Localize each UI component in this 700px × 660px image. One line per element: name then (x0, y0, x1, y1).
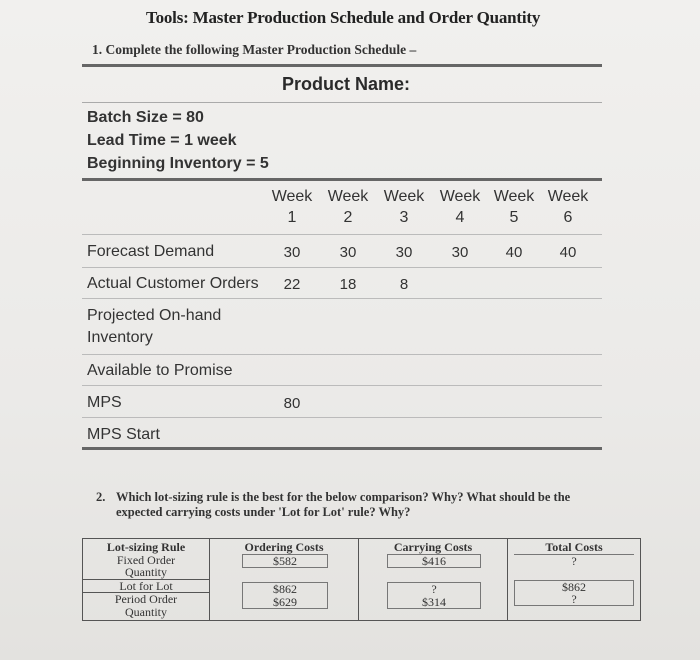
week-header: Week 1 (271, 188, 313, 226)
row-label-mps-start: MPS Start (87, 426, 160, 443)
ordering-lfl: $862 (242, 582, 328, 596)
question-2-text: Which lot-sizing rule is the best for the below comparison? Why? What should be the expected carrying costs under 'Lot for Lot' rule? Why? (116, 490, 571, 519)
ordering-column (210, 539, 359, 621)
rule (82, 102, 602, 103)
rule (82, 267, 602, 268)
rule (82, 234, 602, 235)
rule (82, 417, 602, 418)
forecast-cell: 40 (505, 244, 523, 261)
row-label-atp: Available to Promise (87, 362, 233, 379)
beginning-inventory: Beginning Inventory = 5 (87, 155, 269, 172)
rule (82, 385, 602, 386)
forecast-cell: 40 (559, 244, 577, 261)
batch-size: Batch Size = 80 (87, 109, 204, 126)
carrying-lfl: ? (387, 582, 481, 596)
week-header: Week 6 (547, 188, 589, 226)
mps-cell: 80 (283, 395, 301, 412)
total-lfl: $862 (514, 580, 634, 594)
rule-fixed-line1: Fixed Order (116, 552, 176, 567)
total-fixed: ? (571, 553, 577, 568)
page-title: Tools: Master Production Schedule and Order Quantity (146, 8, 541, 27)
actual-cell: 22 (283, 276, 301, 293)
rule-poq-line2: Quantity (125, 604, 167, 619)
rule (82, 298, 602, 299)
question-1-number: 1. (92, 42, 103, 57)
bottom-rule (82, 447, 602, 450)
product-name-label: Product Name: (282, 74, 411, 94)
carrying-poq: $314 (387, 596, 481, 609)
header-total: Total Costs (514, 539, 634, 555)
actual-cell: 18 (339, 276, 357, 293)
week-header: Week 4 (439, 188, 481, 226)
row-label-projected-inventory: Projected On-hand Inventory (87, 307, 222, 346)
rule-lfl: Lot for Lot (83, 580, 209, 594)
lot-sizing-table (82, 538, 641, 621)
row-label-mps: MPS (87, 394, 122, 411)
rule (82, 354, 602, 355)
mps-table (82, 64, 602, 450)
total-column (508, 539, 641, 621)
question-1 (92, 42, 416, 58)
carrying-column (359, 539, 508, 621)
header-carrying: Carrying Costs (393, 540, 473, 554)
rule-fixed-line2: Quantity (83, 566, 209, 580)
forecast-cell: 30 (451, 244, 469, 261)
total-poq: ? (514, 593, 634, 606)
ordering-poq: $629 (242, 596, 328, 609)
forecast-cell: 30 (283, 244, 301, 261)
question-1-text: Complete the following Master Production Schedule – (105, 42, 417, 57)
week-header: Week 5 (493, 188, 535, 226)
forecast-cell: 30 (395, 244, 413, 261)
carrying-fixed: $416 (387, 554, 481, 568)
rule (82, 178, 602, 181)
rule-column (83, 539, 210, 621)
header-ordering: Ordering Costs (244, 540, 324, 554)
actual-cell: 8 (399, 276, 409, 293)
table-row (83, 539, 641, 621)
week-header: Week 3 (383, 188, 425, 226)
header-rule: Lot-sizing Rule (106, 540, 186, 554)
rule-poq-line1: Period Order (114, 592, 178, 606)
question-2-number: 2. (96, 490, 106, 504)
week-header: Week 2 (327, 188, 369, 226)
ordering-fixed: $582 (242, 554, 328, 568)
forecast-cell: 30 (339, 244, 357, 261)
row-label-actual-orders: Actual Customer Orders (87, 275, 259, 292)
row-label-forecast: Forecast Demand (87, 243, 215, 260)
top-rule (82, 64, 602, 67)
lead-time: Lead Time = 1 week (87, 132, 237, 149)
